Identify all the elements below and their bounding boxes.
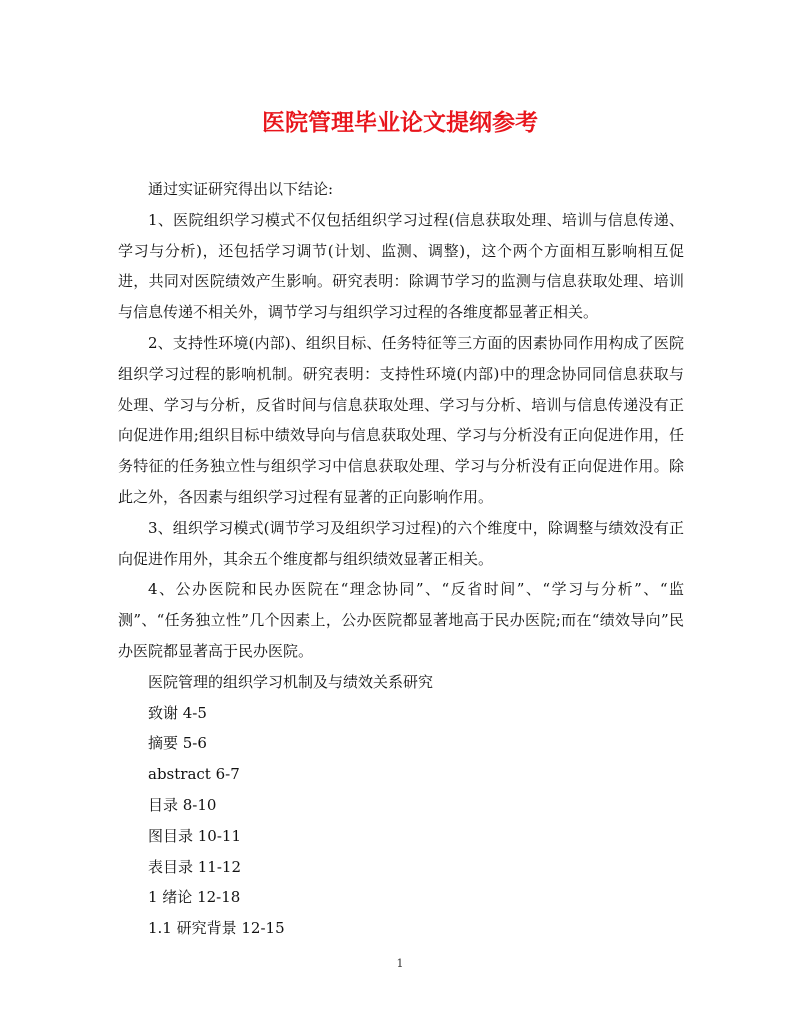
conclusion-paragraph-1: 1、医院组织学习模式不仅包括组织学习过程(信息获取处理、培训与信息传递、学习与分析)，还包括学习调节(计划、监测、调整)，这个两个方面相互影响相互促进，共同对医院绩效产生影响。研究表明：除调节学习的监测与信息获取处理、培训与信息传递不相关外，调节学习与组织学习过程的各维度都显著正相关。 [118, 210, 684, 322]
toc-entry-chapter-1: 1 绪论 12-18 [148, 888, 241, 907]
page-number: 1 [396, 957, 404, 970]
document-body [118, 174, 684, 944]
thesis-title-line: 医院管理的组织学习机制及与绩效关系研究 [148, 672, 434, 691]
document-title: 医院管理毕业论文提纲参考 [262, 110, 538, 136]
intro-paragraph: 通过实证研究得出以下结论: [148, 180, 334, 198]
conclusion-paragraph-3: 3、组织学习模式(调节学习及组织学习过程)的六个维度中，除调整与绩效没有正向促进作用外，其余五个维度都与组织绩效显著正相关。 [118, 518, 684, 568]
toc-entry-abstract-en: abstract 6-7 [148, 765, 240, 784]
toc-entry-section-1-1: 1.1 研究背景 12-15 [148, 919, 285, 938]
toc-entry-table-list: 表目录 11-12 [148, 857, 242, 876]
toc-entry-acknowledgements: 致谢 4-5 [148, 703, 207, 722]
toc-entry-abstract-cn: 摘要 5-6 [148, 734, 207, 753]
conclusion-paragraph-2: 2、支持性环境(内部)、组织目标、任务特征等三方面的因素协同作用构成了医院组织学习过程的影响机制。研究表明：支持性环境(内部)中的理念协同同信息获取与处理、学习与分析，反省时间与信息获取处理、学习与分析、培训与信息传递没有正向促进作用;组织目标中绩效导向与信息获取处理、学习与分析没有正向促进作用，任务特征的任务独立性与组织学习中信息获取处理、学习与分析没有正向促进作用。除此之外，各因素与组织学习过程有显著的正向影响作用。 [118, 333, 684, 506]
toc-entry-figure-list: 图目录 10-11 [148, 826, 242, 845]
toc-entry-contents: 目录 8-10 [148, 795, 217, 814]
conclusion-paragraph-4: 4、公办医院和民办医院在“理念协同”、“反省时间”、“学习与分析”、“监测”、“任务独立性”几个因素上，公办医院都显著地高于民办医院;而在“绩效导向”民办医院都显著高于民办医院。 [118, 580, 684, 660]
